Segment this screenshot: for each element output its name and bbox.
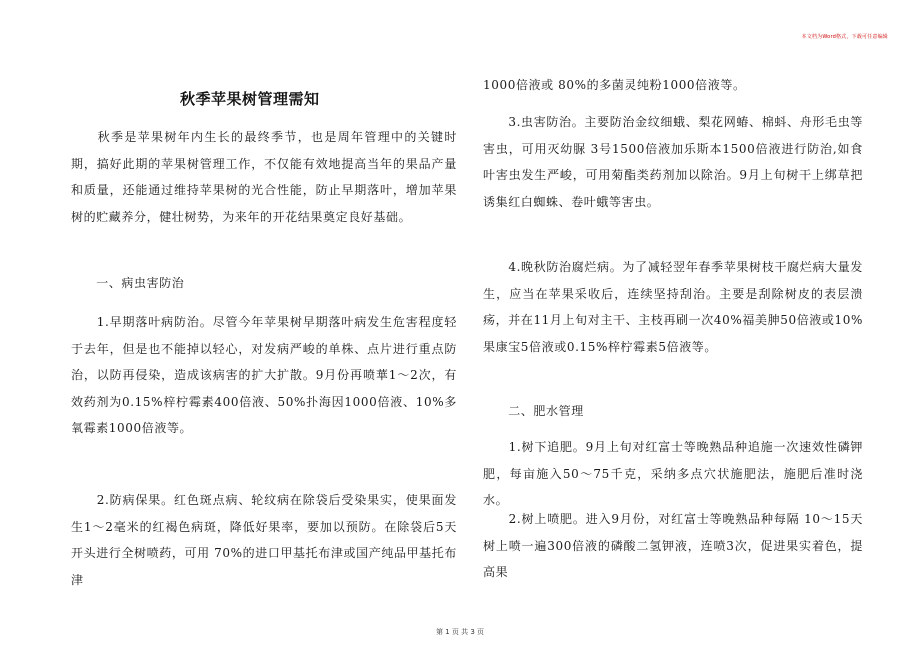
section-heading-fertilizer: 二、肥水管理: [483, 404, 584, 418]
paragraph-fruit-protection: 2.防病保果。红色斑点病、轮纹病在除袋后受染果实，使果面发生1～2毫米的红褐色病斑，降低好果率，要加以预防。在除袋后5天开头进行全树喷药，可用 70%的进口甲基托布津或国产纯品甲基托布津: [71, 493, 457, 587]
page-number-footer: 第 1 页 共 3 页: [435, 628, 485, 636]
paragraph-continued: 1000倍液或 80%的多菌灵纯粉1000倍液等。: [483, 78, 746, 92]
page-title: 秋季苹果树管理需知: [180, 90, 320, 108]
paragraph-rot-disease: 4.晚秋防治腐烂病。为了减轻翌年春季苹果树枝干腐烂病大量发生，应当在苹果采收后，连续坚持刮治。主要是刮除树皮的表层溃疡，并在11月上旬对主干、主枝再刷一次40%福美胂50倍液或10%果康宝5倍液或0.15%梓柠霉素5倍液等。: [483, 260, 863, 354]
paragraph-early-leaf-drop: 1.早期落叶病防治。尽管今年苹果树早期落叶病发生危害程度轻于去年，但是也不能掉以轻心，对发病严峻的单株、点片进行重点防治，以防再侵染，造成该病害的扩大扩散。9月份再喷華1～2次，有效药剂为0.15%梓柠霉素400倍液、50%扑海因1000倍液、10%多氧霉素1000倍液等。: [71, 315, 457, 435]
paragraph-intro: 秋季是苹果树年内生长的最终季节，也是周年管理中的关键时期，搞好此期的苹果树管理工作，不仅能有效地提高当年的果品产量和质量，还能通过维持苹果树的光合性能，防止早期落叶，增加苹果树的贮藏养分，健壮树势，为来年的开花结果奠定良好基础。: [71, 130, 457, 224]
paragraph-insect-control: 3.虫害防治。主要防治金纹细蛾、梨花网蝽、棉蚪、舟形毛虫等害虫，可用灭幼脲 3号1500倍液加乐斯本1500倍液进行防治,如食叶害虫发生严峻，可用菊酯类药剂加以除治。9月上旬树干上绑草把诱集红白蜘蛛、卷叶蛾等害虫。: [483, 115, 863, 209]
header-note: 本文档为Word格式，下载可任意编辑: [801, 34, 888, 40]
paragraph-ground-fertilizer: 1.树下追肥。9月上旬对红富士等晚熟品种追施一次速效性磷钾肥，每亩施入50～75千克，采纳多点穴状施肥法，施肥后准时浇水。: [483, 440, 863, 507]
section-heading-pest-control: 一、病虫害防治: [71, 276, 185, 290]
paragraph-foliar-spray: 2.树上喷肥。进入9月份，对红富士等晚熟品种每隔 10～15天树上喷一遍300倍液的磷酸二氢钾液，连喷3次，促进果实着色，提高果: [483, 512, 863, 579]
